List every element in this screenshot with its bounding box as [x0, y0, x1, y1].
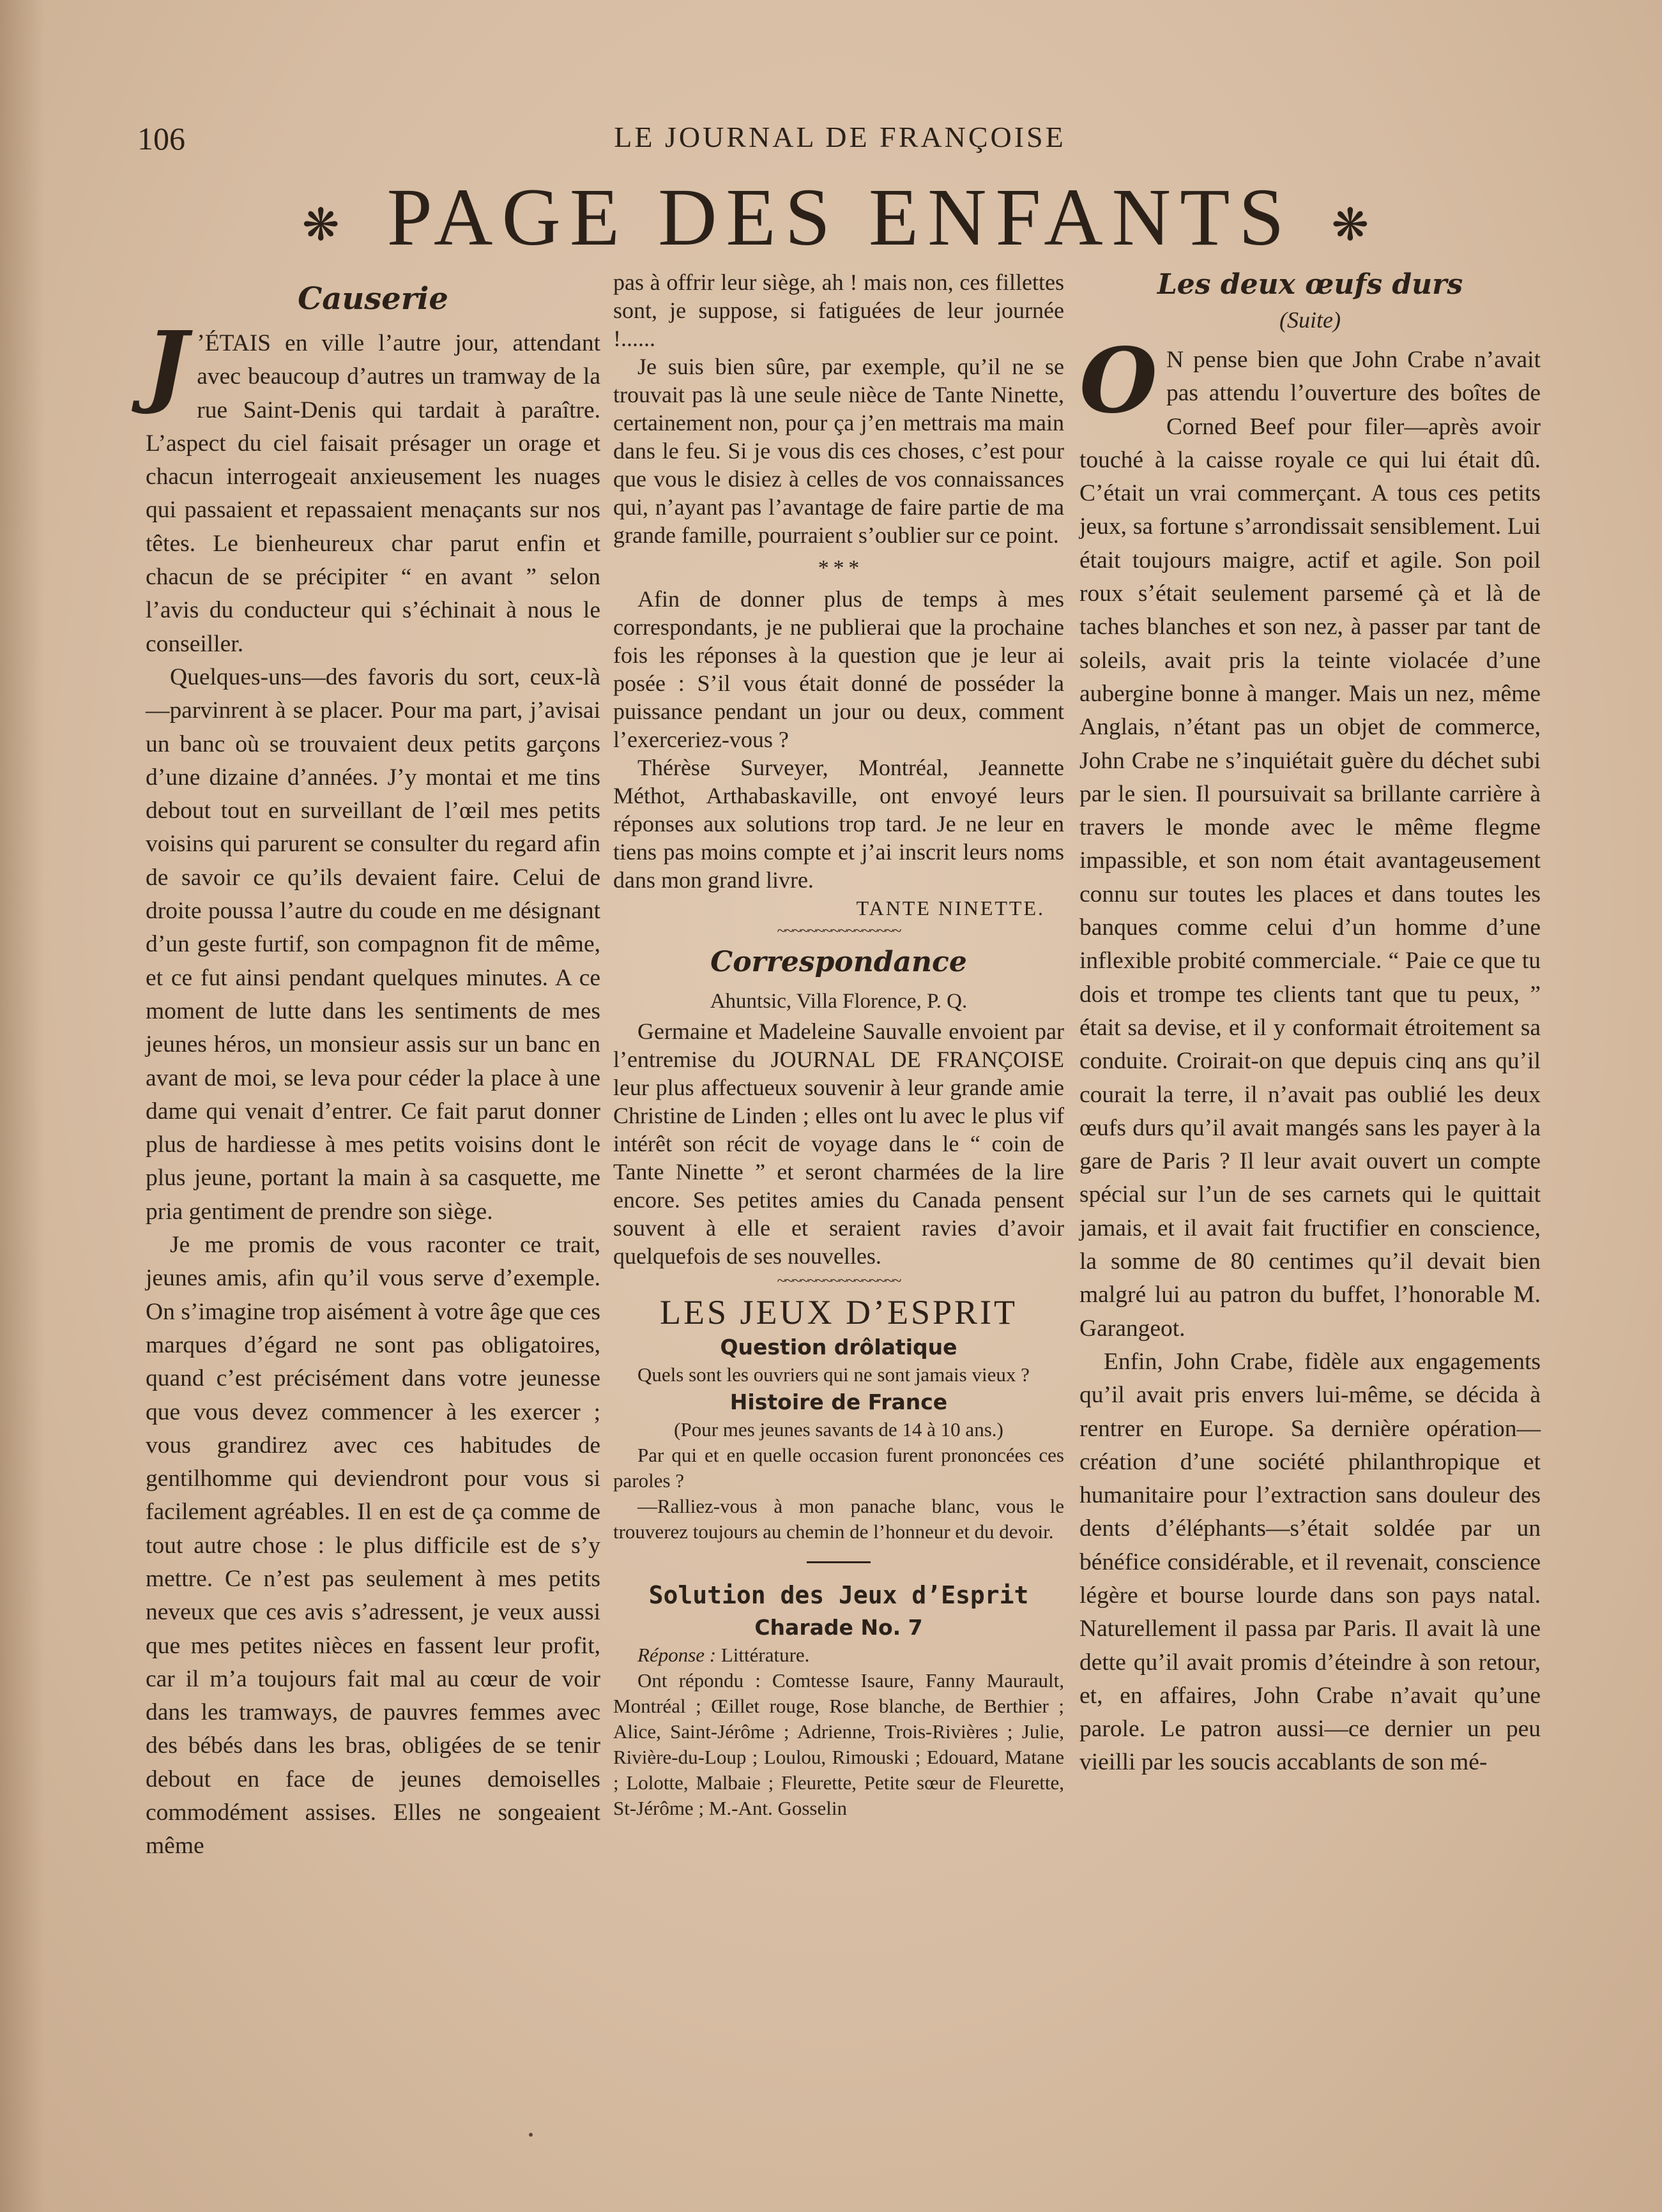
suite-label: (Suite) [1279, 307, 1341, 333]
reponse-value: Littérature. [720, 1644, 810, 1666]
section-heading-jeux: LES JEUX D’ESPRIT [659, 1293, 1018, 1331]
causerie-paragraph-3: Je me promis de vous raconter ce trait, jeunes amis, afin qu’il vous serve d’exemple. On s’imagine trop aisément à votre âge que ces marques d’égard ne sont pas obligatoires, quand c’est précisément dans votre jeunesse que vous devez commencer à les exercer ; vous grandirez avec ces habitudes de gentilhomme qui deviendront pour vous si facilement agréables. Il en est de ça comme de tout autre chose : le plus difficile est de s’y mettre. Ce n’est pas seulement à mes petits neveux que ces avis s’adressent, je veux aussi que mes petites nièces en fassent leur profit, car il m’a toujours fait mal au cœur de voir dans les tramways, de pauvres femmes avec des bébés dans les bras, obligées de se tenir debout en face de jeunes demoiselles commodément assises. Elles ne songeaient même [146, 1232, 600, 1860]
causerie-continuation-1: pas à offrir leur siège, ah ! mais non, ces fillettes sont, je suppose, si fatiguées de leur journée !...... [613, 269, 1064, 351]
story-paragraph-1 [1079, 329, 1541, 1345]
histoire-subtitle: (Pour mes jeunes savants de 14 à 10 ans.) [674, 1418, 1003, 1441]
column-causerie [146, 268, 600, 1863]
page-number: 106 [137, 121, 185, 156]
causerie-paragraph-2: Quelques-uns—des favoris du sort, ceux-là—parvinrent à se placer. Pour ma part, j’avisai un banc où se trouvaient deux petits garçons d’une dizaine d’années. J’y montai et me tins debout tout en surveillant de l’œil mes petits voisins qui parurent se consulter du regard afin de savoir ce qu’ils devaient faire. Celui de droite poussa l’autre du coude en me désignant d’un geste furtif, son compagnon fit de même, et ce fut ainsi pendant quelques minutes. A ce moment de lutte dans les sentiments de mes jeunes héros, un monsieur assis sur un banc en avant de moi, se leva pour céder la place à une dame qui venait d’entrer. Ce fait parut donner plus de hardiesse à mes petits voisins dont le plus jeune, portant la main à sa casquette, me pria gentiment de prendre son siège. [146, 663, 600, 1225]
reponse-label: Réponse : [637, 1644, 717, 1666]
question-text: Quels sont les ouvriers qui ne sont jamais vieux ? [637, 1363, 1030, 1386]
ornament-left-icon: ❋ [301, 201, 349, 250]
section-heading-solution: Solution des Jeux d’Esprit [648, 1581, 1029, 1609]
asterism: * * * [818, 556, 860, 580]
charade-title: Charade No. 7 [754, 1615, 923, 1640]
correspondance-address: Ahuntsic, Villa Florence, P. Q. [710, 990, 968, 1013]
column-middle [613, 268, 1064, 1821]
causerie-paragraph-1-text: ’ÉTAIS en ville l’autre jour, attendant avec beaucoup d’autres un tramway de la rue Saint-Denis qui tardait à paraître. L’aspect du ciel faisait présager un orage et chacun interrogeait anxieusement les nuages qui passaient et repassaient menaçants sur nos têtes. Le bienheureux char parut enfin et chacun de se précipiter “ en avant ” selon l’avis du conducteur qui s’échinait à nous le conseiller. [146, 330, 600, 657]
question-title: Question drôlatique [720, 1335, 957, 1360]
causerie-continuation-2: Je suis bien sûre, par exemple, qu’il ne se trouvait pas là une seule nièce de Tante Ninette, certainement non, pour ça j’en mettrais ma main dans le feu. Si je vous dis ces choses, c’est pour que vous le disiez à celles de vos connaissances qui, n’ayant pas l’avantage de faire partie de ma grande famille, pourraient s’oublier sur ce point. [613, 354, 1064, 548]
drop-cap: J [146, 312, 188, 417]
page-title-block [137, 172, 1543, 262]
notice-paragraph-2: Thérèse Surveyer, Montréal, Jeannette Méthot, Arthabaskaville, ont envoyé leurs réponses aux solutions trop tard. Je ne leur en tiens pas moins compte et j’ai inscrit leurs noms dans mon grand livre. [613, 755, 1064, 893]
divider-rule [807, 1561, 871, 1563]
divider-squiggle-2: ~~~~~~~~~~~~~~~~ [777, 1271, 901, 1290]
correspondance-text: Germaine et Madeleine Sauvalle envoient par l’entremise du JOURNAL DE FRANÇOISE leur plus affectueux souvenir à leur grande amie Christine de Linden ; elles ont lu avec le plus vif intérêt son récit de voyage dans le “ coin de Tante Ninette ” et seront charmées de la lire encore. Ses petites amies du Canada pensent souvent à elle et seraient ravies d’avoir quelquefois de ses nouvelles. [613, 1019, 1064, 1269]
answered-list: Ont répondu : Comtesse Isaure, Fanny Maurault, Montréal ; Œillet rouge, Rose blanche, de Berthier ; Alice, Saint-Jérôme ; Adrienne, Trois-Rivières ; Julie, Rivière-du-Loup ; Loulou, Rimouski ; Edouard, Matane ; Lolotte, Malbaie ; Fleurette, Petite sœur de Fleurette, St-Jérôme ; M.-Ant. Gosselin [613, 1669, 1064, 1819]
story-paragraph-1-text: N pense bien que John Crabe n’avait pas attendu l’ouverture des boîtes de Corned Beef pour filer—après avoir touché à la caisse royale ce qui lui était dû. C’était un vrai commerçant. A tous ces petits jeux, sa fortune s’arrondissait sensiblement. Lui était toujours maigre, actif et agile. Son poil roux s’était seulement parsemé çà et là de taches blanches et son nez, à passer par tant de soleils, avait pris la teinte violacée d’une aubergine bonne à manger. Mais un nez, même Anglais, n’étant pas un objet de commerce, John Crabe ne s’inquiétait guère du déchet subi par le sien. Il poursuivait sa brillante carrière à travers le monde avec le même flegme impassible, et son nom était avantageusement connu sur toutes les places et dans toutes les banques comme celui d’un homme d’une inflexible probité commerciale. “ Paie ce que tu dois et trompe tes clients tant que tu peux, ” était sa devise, et il y conformait étroitement sa conduite. Croirait-on que depuis cinq ans qu’il courait la terre, il n’avait pas oublié les deux œufs durs qu’il avait mangés sans les payer à la gare de Paris ? Il leur avait ouvert un compte spécial sur l’un de ses carnets qui le quittait jamais, et il avait fait fructifier en conscience, la somme de 80 centimes qu’il devait bien malgré lui au patron du buffet, l’honorable M. Garangeot. [1079, 347, 1541, 1342]
journal-title: LE JOURNAL DE FRANÇOISE [614, 121, 1066, 153]
causerie-paragraph-1 [146, 312, 600, 661]
section-heading-causerie: Causerie [298, 281, 448, 317]
paper-speck [529, 2133, 533, 2137]
histoire-quote: —Ralliez-vous à mon panache blanc, vous le trouverez toujours au chemin de l’honneur et du devoir. [613, 1495, 1064, 1543]
divider-squiggle: ~~~~~~~~~~~~~~~~ [777, 921, 901, 940]
story-paragraph-2: Enfin, John Crabe, fidèle aux engagements qu’il avait pris envers lui-même, se décida à rentrer en Europe. Sa dernière opération—création d’une société philanthropique et humanitaire pour l’extraction sans douleur des dents d’éléphants—s’était soldée par un bénéfice considérable, et il revenait, conscience légère et bourse lourde dans son pays natal. Naturellement il passa par Paris. Il avait là une dette qu’il avait promis d’éteindre à son retour, et, en affaires, John Crabe n’avait qu’une parole. Le patron aussi—ce dernier un peu vieilli par les soucis accablants de son mé- [1079, 1348, 1541, 1776]
reponse-line [613, 1642, 1064, 1668]
ornament-right-icon: ❋ [1331, 201, 1378, 250]
binding-shadow [0, 0, 45, 2212]
histoire-question: Par qui et en quelle occasion furent prononcées ces paroles ? [613, 1444, 1064, 1492]
section-heading-correspondance: Correspondance [710, 946, 967, 978]
signature: TANTE NINETTE. [856, 897, 1045, 920]
section-heading-oeufs: Les deux œufs durs [1157, 268, 1463, 301]
column-story [1079, 268, 1541, 1780]
histoire-title: Histoire de France [729, 1390, 948, 1414]
page-title: PAGE DES ENFANTS [386, 172, 1293, 262]
notice-paragraph-1: Afin de donner plus de temps à mes correspondants, je ne publierai que la prochaine fois les réponses à la question que je leur ai posée : S’il vous était donné de posséder la puissance pendant un jour ou deux, comment l’exerceriez-vous ? [613, 586, 1064, 752]
running-header [137, 109, 1543, 160]
drop-cap-o: O [1079, 329, 1157, 434]
